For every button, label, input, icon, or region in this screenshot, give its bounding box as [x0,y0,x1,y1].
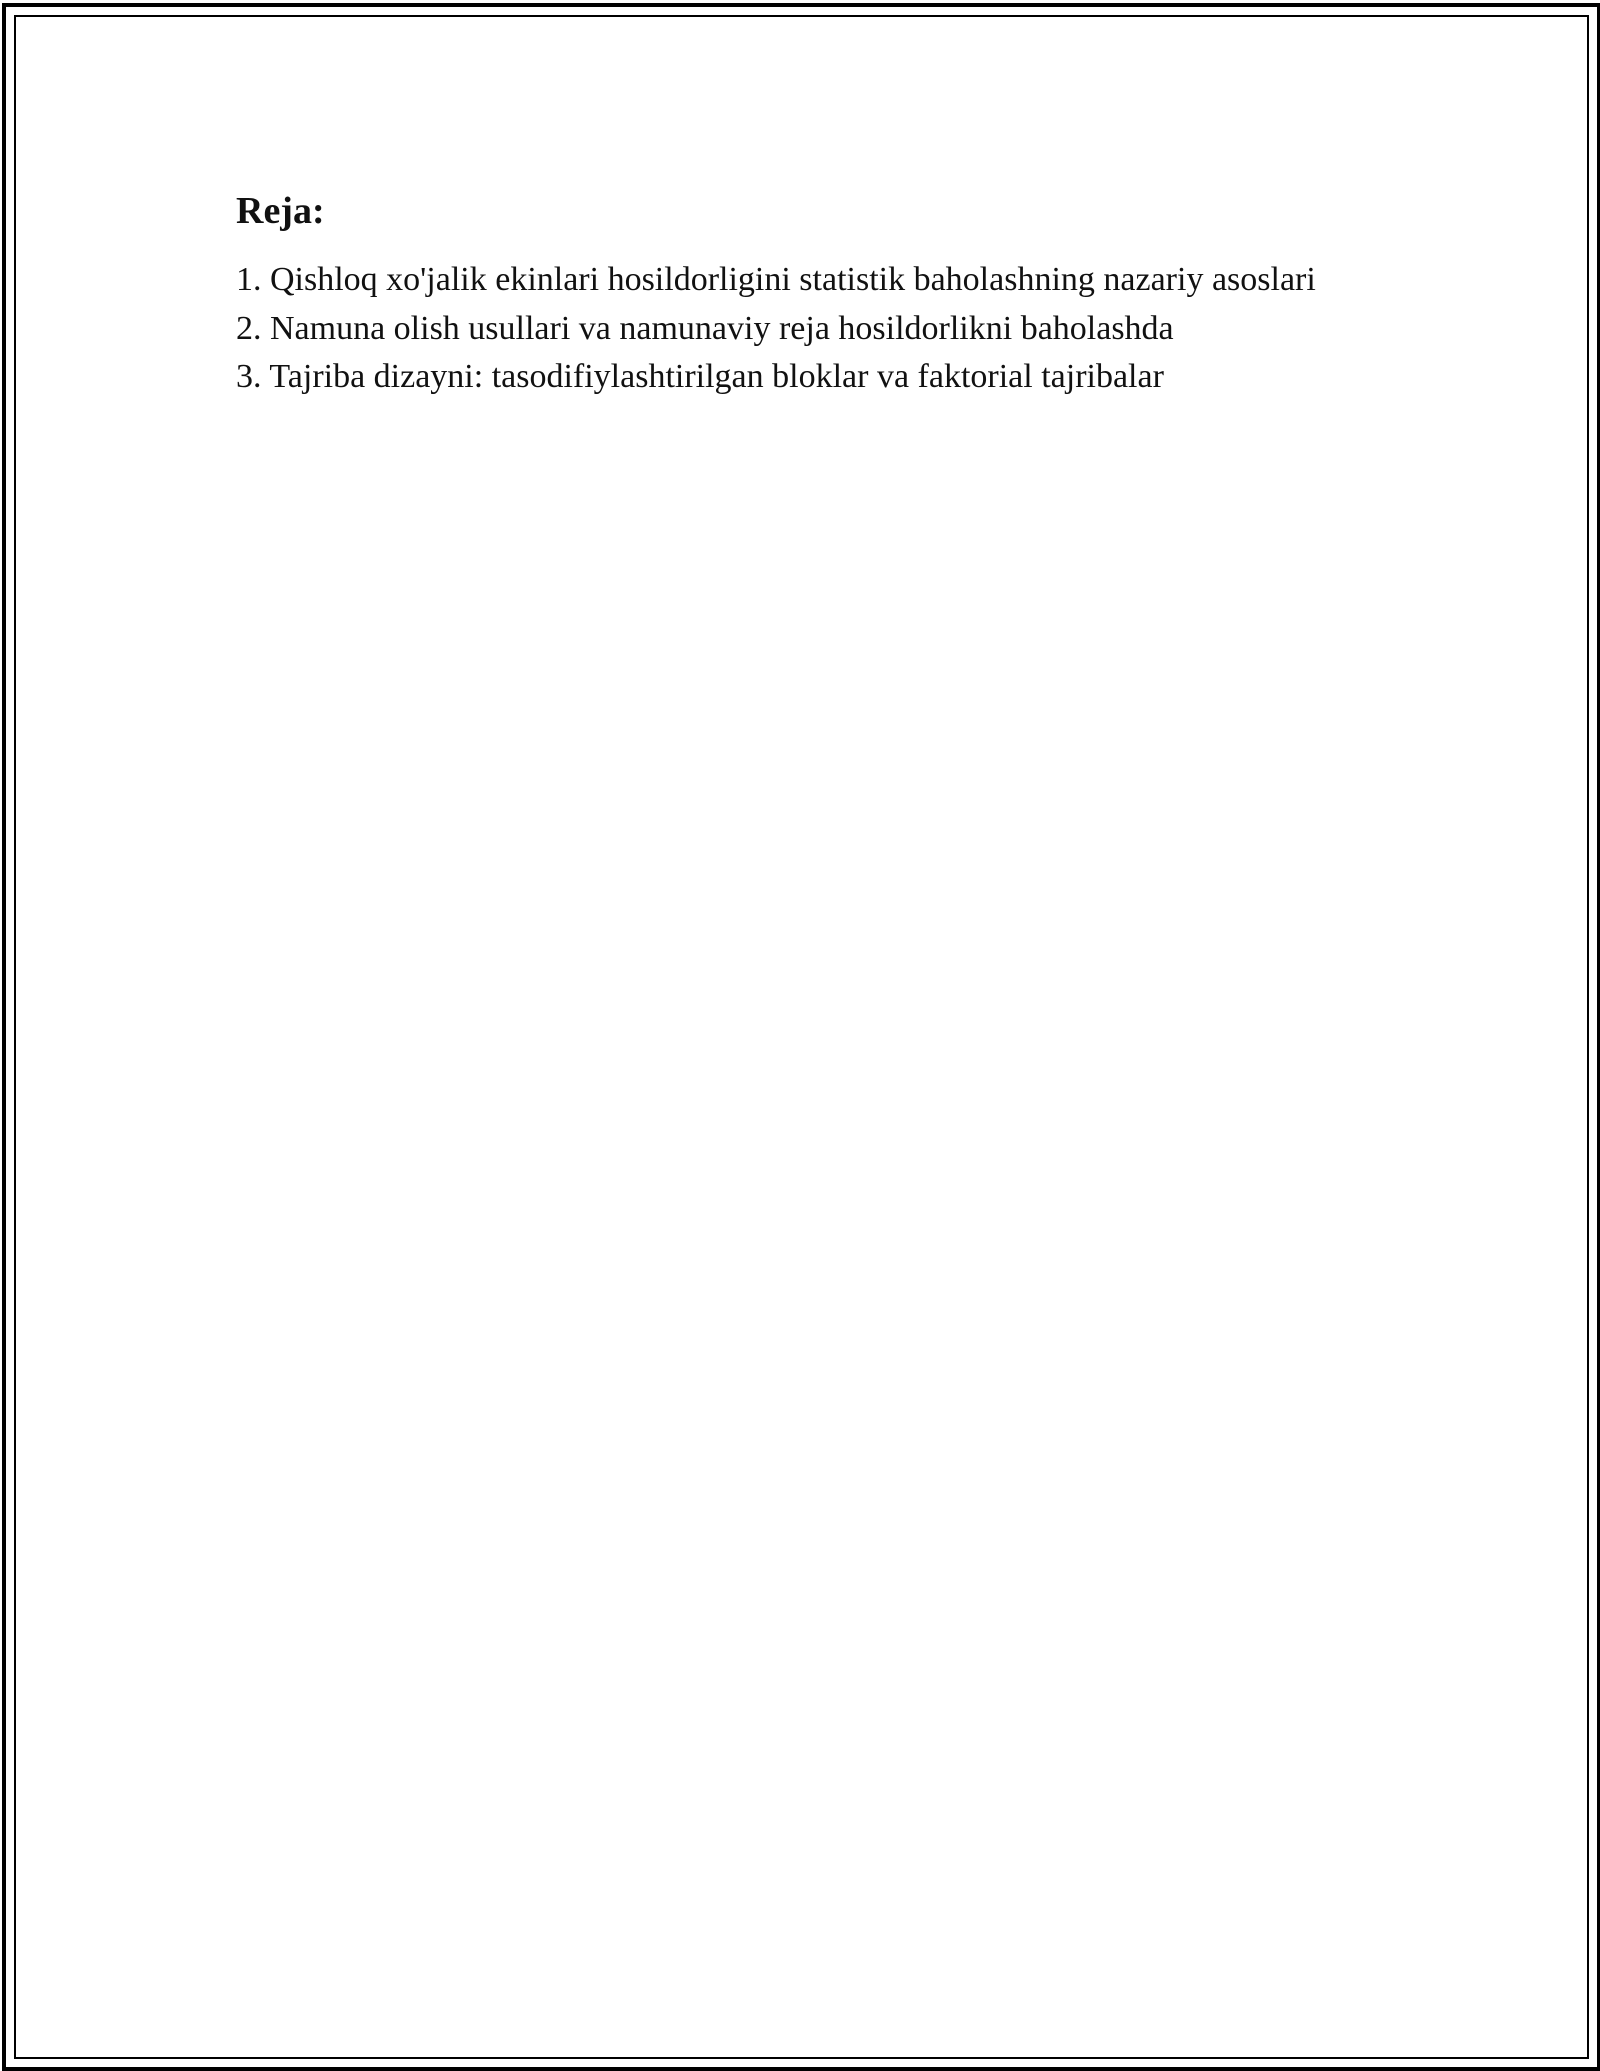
plan-heading: Reja: [236,190,325,232]
plan-item-text: Tajriba dizayni: tasodifiylashtirilgan bloklar va faktorial tajribalar [269,358,1164,395]
plan-item [236,305,1376,354]
plan-list [236,256,1376,402]
plan-item-number: 2. [236,309,262,347]
plan-item-number: 1. [236,261,262,298]
document-body [236,186,1376,402]
plan-item [236,353,1376,402]
plan-item-text: Qishloq xo'jalik ekinlari hosildorligini statistik baholashning nazariy asoslari [270,261,1316,298]
plan-item [236,256,1316,305]
plan-item-number: 3. [236,358,262,395]
plan-item-text: Namuna olish usullari va namunaviy reja hosildorlikni baholashda [270,309,1174,347]
